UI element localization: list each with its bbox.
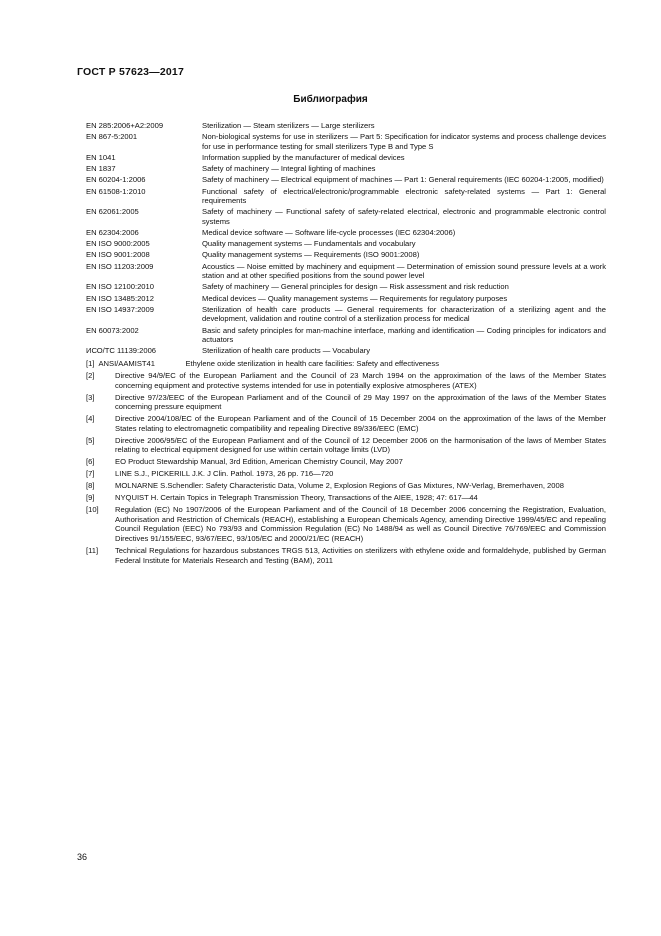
reference-text: Technical Regulations for hazardous substances TRGS 513, Activities on sterilizers with ethylene oxide and formaldehyde, published by German Federal Institute for Materials Research and Testing (BAM), 2011	[115, 546, 606, 565]
reference-entry	[86, 546, 606, 565]
reference-text: Directive 97/23/EEC of the European Parliament and of the Council of 29 May 1997 on the approximation of the laws of the Member States concerning pressure equipment	[115, 392, 606, 412]
reference-entry	[86, 359, 606, 369]
reference-entry	[86, 393, 606, 412]
standard-entry	[86, 153, 606, 163]
standard-code: EN 1041	[86, 152, 116, 162]
reference-number: [7]	[86, 469, 95, 479]
standard-code: EN 61508-1:2010	[86, 186, 146, 196]
standard-code: EN ISO 9001:2008	[86, 250, 150, 260]
standard-entry	[86, 164, 606, 174]
standard-code: EN 60073:2002	[86, 325, 139, 335]
standard-title: Acoustics — Noise emitted by machinery and equipment — Determination of emission sound pressure levels at a work station and at other specified positions from the sound power level	[202, 261, 606, 281]
reference-entry	[86, 493, 606, 503]
reference-entry	[86, 469, 606, 479]
standard-entry	[86, 228, 606, 238]
reference-text: Directive 2006/95/EC of the European Parliament and of the Council of 12 December 2006 on the harmonisation of the laws of Member States relating to electrical equipment designed for use within certain voltage limits (LVD)	[115, 435, 606, 455]
standard-entry	[86, 305, 606, 324]
reference-text: LINE S.J., PICKERILL J.K. J Clin. Pathol. 1973, 26 pp. 716—720	[115, 469, 334, 479]
standard-title: Medical device software — Software life-cycle processes (IEC 62304:2006)	[202, 228, 456, 238]
reference-entry	[86, 505, 606, 543]
reference-entry	[86, 457, 606, 467]
reference-code: ANSI/AAMIST41	[98, 359, 156, 368]
standard-code: EN ISO 13485:2012	[86, 293, 154, 303]
standard-code: EN 1837	[86, 164, 116, 174]
standard-entry	[86, 239, 606, 249]
standard-entry	[86, 132, 606, 151]
standard-entry	[86, 346, 606, 356]
reference-number: [6]	[86, 457, 95, 467]
reference-entry	[86, 414, 606, 433]
reference-entry	[86, 436, 606, 455]
reference-entry	[86, 481, 606, 491]
reference-text: MOLNARNE S.Schendler: Safety Characteristic Data, Volume 2, Explosion Regions of Gas Mixtures, NW-Verlag, Bremerhaven, 2008	[115, 481, 564, 491]
reference-number: [1]	[86, 359, 95, 368]
bibliography-title: Библиография	[293, 94, 368, 105]
standard-code: EN ISO 11203:2009	[86, 261, 154, 271]
reference-text: Ethylene oxide sterilization in health care facilities: Safety and effectiveness	[185, 359, 440, 368]
standard-code: EN 62304:2006	[86, 228, 139, 238]
standard-entry	[86, 326, 606, 345]
standard-entry	[86, 187, 606, 206]
standard-entry	[86, 262, 606, 281]
standards-list	[86, 121, 606, 358]
reference-text: Regulation (EC) No 1907/2006 of the European Parliament and of the Council of 18 December 2006 concerning the Registration, Evaluation, Authorisation and Restriction of Chemicals (REACH), establishing a European Chemicals Agency, amending Directive 1999/45/EC and repealing Council Regulation (EEC) No 793/93 and Commission Regulation (EC) No 1488/94 as well as Council Directive 76/769/EEC and Commission Directives 91/155/EEC, 93/67/EEC, 93/105/EC and 2000/21/EC (REACH)	[115, 505, 606, 544]
standard-code: EN ISO 12100:2010	[86, 282, 154, 292]
standard-code: EN ISO 14937:2009	[86, 304, 154, 314]
standard-title: Quality management systems — Fundamentals and vocabulary	[202, 239, 416, 249]
standard-title: Information supplied by the manufacturer of medical devices	[202, 152, 405, 162]
reference-number: [4]	[86, 414, 95, 424]
standard-title: Safety of machinery — General principles for design — Risk assessment and risk reduction	[202, 282, 509, 292]
standard-title: Sterilization of health care products — Vocabulary	[202, 346, 370, 356]
document-header: ГОСТ Р 57623—2017	[77, 66, 185, 78]
standard-title: Safety of machinery — Electrical equipment of machines — Part 1: General requirements (IEC 60204-1:2005, modified)	[202, 175, 604, 185]
standard-code: EN 867-5:2001	[86, 132, 138, 142]
reference-number: [5]	[86, 435, 95, 445]
references-list	[86, 359, 606, 568]
reference-number: [11]	[86, 546, 99, 555]
standard-entry	[86, 121, 606, 131]
reference-text: Directive 2004/108/EC of the European Parliament and of the Council of 15 December 2004 on the approximation of the laws of the Member States relating to electromagnetic compatibility and repealing Directive 89/336/EEC (EMC)	[115, 414, 606, 433]
standard-entry	[86, 250, 606, 260]
standard-title: Medical devices — Quality management systems — Requirements for regulatory purposes	[202, 293, 508, 303]
standard-title: Safety of machinery — Integral lighting of machines	[202, 164, 376, 174]
standard-entry	[86, 175, 606, 185]
standard-title: Sterilization of health care products — General requirements for characterization of a sterilizing agent and the development, validation and routine control of a sterilization process for medical	[202, 304, 606, 324]
standard-title: Sterilization — Steam sterilizers — Large sterilizers	[202, 121, 375, 130]
standard-entry	[86, 207, 606, 226]
standard-entry	[86, 294, 606, 304]
standard-code: EN 285:2006+A2:2009	[86, 121, 164, 130]
reference-number: [9]	[86, 493, 95, 503]
standard-code: EN 62061:2005	[86, 207, 139, 217]
reference-text: EO Product Stewardship Manual, 3rd Edition, American Chemistry Council, May 2007	[115, 457, 403, 467]
standard-code: EN ISO 9000:2005	[86, 239, 150, 249]
standard-code: EN 60204-1:2006	[86, 175, 146, 185]
standard-title: Quality management systems — Requirements (ISO 9001:2008)	[202, 250, 420, 260]
reference-number: [3]	[86, 392, 95, 402]
reference-number: [8]	[86, 481, 95, 491]
standard-title: Functional safety of electrical/electronic/programmable electronic safety-related systems — Part 1: General requirements	[202, 186, 606, 206]
standard-title: Safety of machinery — Functional safety of safety-related electrical, electronic and programmable electronic control systems	[202, 207, 606, 226]
reference-number: [10]	[86, 505, 99, 515]
reference-text: NYQUIST H. Certain Topics in Telegraph Transmission Theory, Transactions of the AIEE, 1928; 47: 617—44	[115, 493, 478, 503]
reference-text: Directive 94/9/EC of the European Parliament and the Council of 23 March 1994 on the approximation of the laws of the Member States concerning equipment and protective systems intended for use in potentially explosive atmospheres (ATEX)	[115, 370, 606, 390]
page-number: 36	[77, 852, 88, 862]
reference-number: [2]	[86, 370, 95, 380]
standard-title: Non-biological systems for use in sterilizers — Part 5: Specification for indicator systems and process challenge devices for use in performance testing for small sterilizers Type B and Type S	[202, 132, 606, 151]
standard-code: ИСО/ТС 11139:2006	[86, 346, 157, 356]
reference-entry	[86, 371, 606, 390]
standard-title: Basic and safety principles for man-machine interface, marking and identification — Coding principles for indicators and actuators	[202, 325, 606, 345]
standard-entry	[86, 282, 606, 292]
